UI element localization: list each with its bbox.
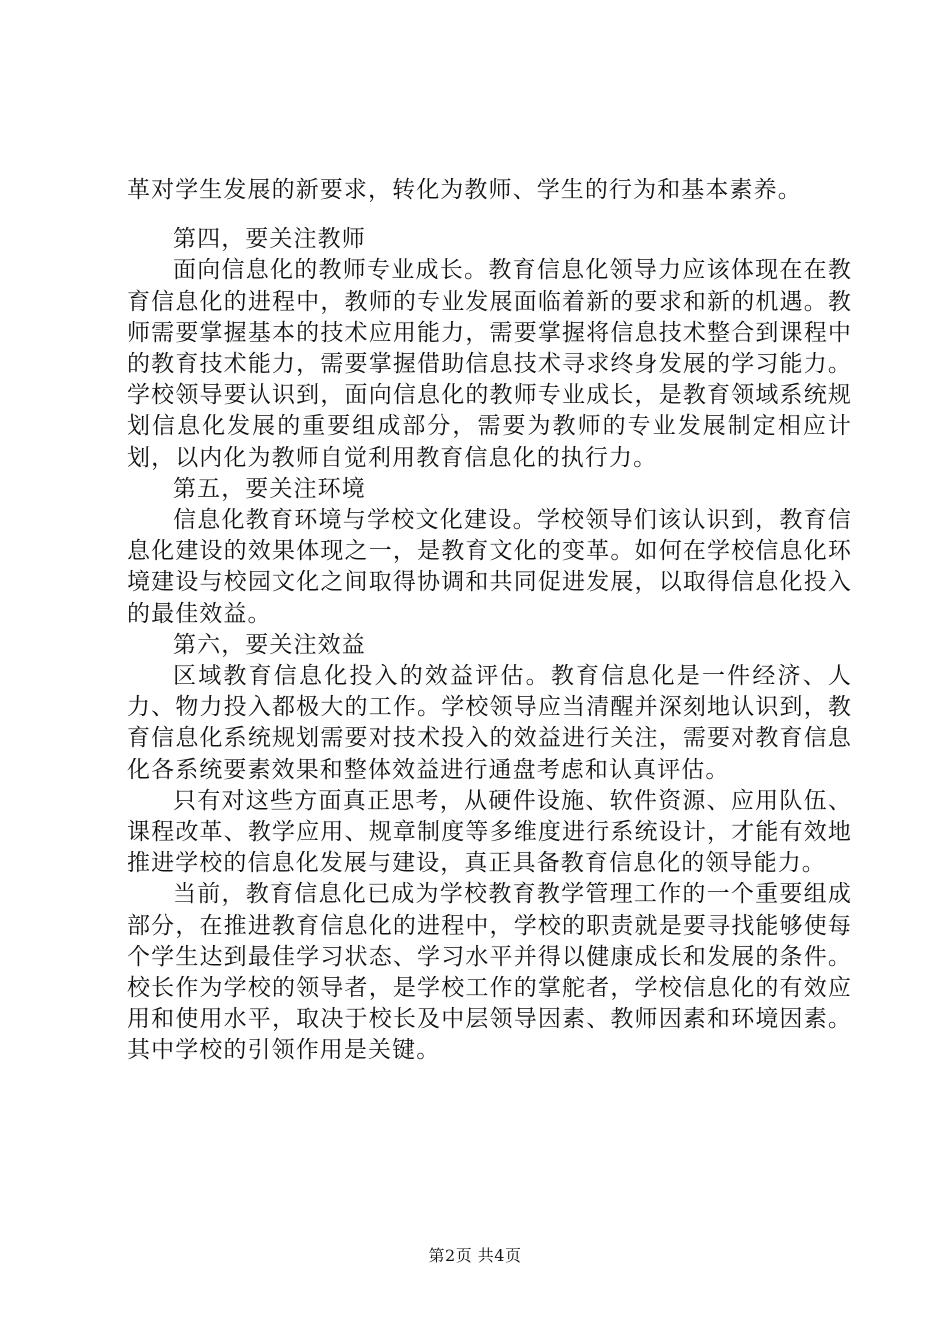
paragraph-benefits: 区域教育信息化投入的效益评估。教育信息化是一件经济、人力、物力投入都极大的工作。学校领导应当清醒并深刻地认识到，教育信息化系统规划需要对技术投入的效益进行关注，需要对教育信息化各系统要素效果和整体效益进行通盘考虑和认真评估。	[127, 663, 852, 783]
page-number: 第2页 共4页	[428, 1246, 522, 1265]
paragraph-teachers: 面向信息化的教师专业成长。教育信息化领导力应该体现在在教育信息化的进程中，教师的专业发展面临着新的要求和新的机遇。教师需要掌握基本的技术应用能力，需要掌握将信息技术整合到课程中的教育技术能力，需要掌握借助信息技术寻求终身发展的学习能力。学校领导要认识到，面向信息化的教师专业成长，是教育领域系统规划信息化发展的重要组成部分，需要为教师的专业发展制定相应计划，以内化为教师自觉利用教育信息化的执行力。	[127, 257, 852, 471]
paragraph-gap	[127, 206, 852, 224]
paragraph-continuation: 革对学生发展的新要求，转化为教师、学生的行为和基本素养。	[127, 177, 802, 203]
document-body	[127, 175, 852, 1067]
section-heading-teachers: 第四，要关注教师	[173, 226, 366, 253]
paragraph-environment: 信息化教育环境与学校文化建设。学校领导们该认识到，教育信息化建设的效果体现之一，是教育文化的变革。如何在学校信息化环境建设与校园文化之间取得协调和共同促进发展，以取得信息化投入的最佳效益。	[127, 507, 852, 627]
section-heading-environment: 第五，要关注环境	[173, 475, 366, 502]
paragraph-summary: 只有对这些方面真正思考，从硬件设施、软件资源、应用队伍、课程改革、教学应用、规章制度等多维度进行系统设计，才能有效地推进学校的信息化发展与建设，真正具备教育信息化的领导能力。	[127, 787, 852, 877]
section-heading-benefits: 第六，要关注效益	[173, 631, 366, 658]
paragraph-conclusion: 当前，教育信息化已成为学校教育教学管理工作的一个重要组成部分，在推进教育信息化的进程中，学校的职责就是要寻找能够使每个学生达到最佳学习状态、学习水平并得以健康成长和发展的条件。校长作为学校的领导者，是学校工作的掌舵者，学校信息化的有效应用和使用水平，取决于校长及中层领导因素、教师因素和环境因素。其中学校的引领作用是关键。	[127, 881, 852, 1064]
